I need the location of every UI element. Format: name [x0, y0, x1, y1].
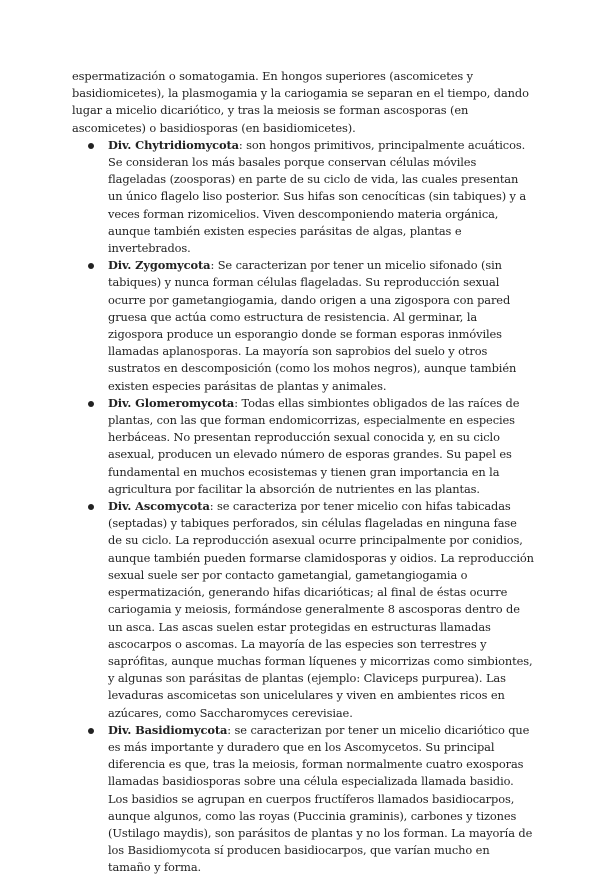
list-item-glomeromycota — [72, 395, 534, 498]
bullet-icon — [88, 143, 94, 149]
division-name: Div. Basidiomycota — [108, 722, 228, 737]
division-name: Div. Glomeromycota — [108, 395, 235, 410]
divisions-list — [72, 137, 534, 877]
list-item-chytridiomycota — [72, 137, 534, 257]
list-item-basidiomycota — [72, 722, 534, 877]
division-name: Div. Chytridiomycota — [108, 137, 239, 152]
bullet-icon — [88, 504, 94, 510]
list-item-zygomycota — [72, 257, 534, 395]
bullet-icon — [88, 728, 94, 734]
bullet-icon — [88, 401, 94, 407]
bullet-icon — [88, 263, 94, 269]
division-description: : se caracterizan por tener un micelio dicariótico que es más importante y duradero que en los Ascomycetos. Su principal diferencia es que, tras la meiosis, forman normalmente cuatro exosporas llamadas basidiosporas sobre una célula especializada llamada basidio. Los basidios se agrupan en cuerpos fructíferos llamados basidiocarpos, aunque algunos, como las royas (Puccinia graminis), carbones y tizones (Ustilago maydis), son parásitos de plantas y no los forman. La mayoría de los Basidiomycota sí producen basidiocarpos, que varían mucho en tamaño y forma. — [108, 722, 533, 875]
division-name: Div. Zygomycota — [108, 258, 211, 273]
division-description: : son hongos primitivos, principalmente acuáticos. Se consideran los más basales porque conservan células móviles flageladas (zoosporas) en parte de su ciclo de vida, las cuales presentan un único flagelo liso posterior. Sus hifas son cenocíticas (sin tabiques) y a veces forman rizomicelios. Viven descomponiendo materia orgánica, aunque también existen especies parásitas de algas, plantas e invertebrados. — [108, 137, 527, 256]
document-page — [72, 68, 534, 877]
division-description: : se caracteriza por tener micelio con hifas tabicadas (septadas) y tabiques perforados, sin células flageladas en ninguna fase de su ciclo. La reproducción asexual ocurre principalmente por conidios, aunque también pueden formarse clamidosporas y oidios. La reproducción sexual suele ser por contacto gametangial, gametangiogamia o espermatización, generando hifas dicarióticas; al final de éstas ocurre cariogamia y meiosis, formándose generalmente 8 ascosporas dentro de un asca. Las ascas suelen estar protegidas en estructuras llamadas ascocarpos o ascomas. La mayoría de las especies son terrestres y saprófitas, aunque muchas forman líquenes y micorrizas como simbiontes, y algunas son parásitas de plantas (ejemplo: Claviceps purpurea). Las levaduras ascomicetas son unicelulares y viven en ambientes ricos en azúcares, como Saccharomyces cerevisiae. — [108, 499, 534, 720]
division-description: : Todas ellas simbiontes obligados de las raíces de plantas, con las que forman endomicorrizas, especialmente en especies herbáceas. No presentan reproducción sexual conocida y, en su ciclo asexual, producen un elevado número de esporas grandes. Su papel es fundamental en muchos ecosistemas y tienen gran importancia en la agricultura por facilitar la absorción de nutrientes en las plantas. — [108, 395, 520, 496]
division-name: Div. Ascomycota — [108, 499, 210, 514]
list-item-ascomycota — [72, 498, 534, 722]
division-description: : Se caracterizan por tener un micelio sifonado (sin tabiques) y nunca forman células flageladas. Su reproducción sexual ocurre por gametangiogamia, dando origen a una zigospora con pared gruesa que actúa como estructura de resistencia. Al germinar, la zigospora produce un esporangio donde se forman esporas inmóviles llamadas aplanosporas. La mayoría son saprobios del suelo y otros sustratos en descomposición (como los mohos negros), aunque también existen especies parásitas de plantas y animales. — [108, 258, 517, 393]
intro-paragraph: espermatización o somatogamia. En hongos superiores (ascomicetes y basidiomicetes), la plasmogamia y la cariogamia se separan en el tiempo, dando lugar a micelio dicariótico, y tras la meiosis se forman ascosporas (en ascomicetes) o basidiosporas (en basidiomicetes). — [72, 69, 529, 135]
